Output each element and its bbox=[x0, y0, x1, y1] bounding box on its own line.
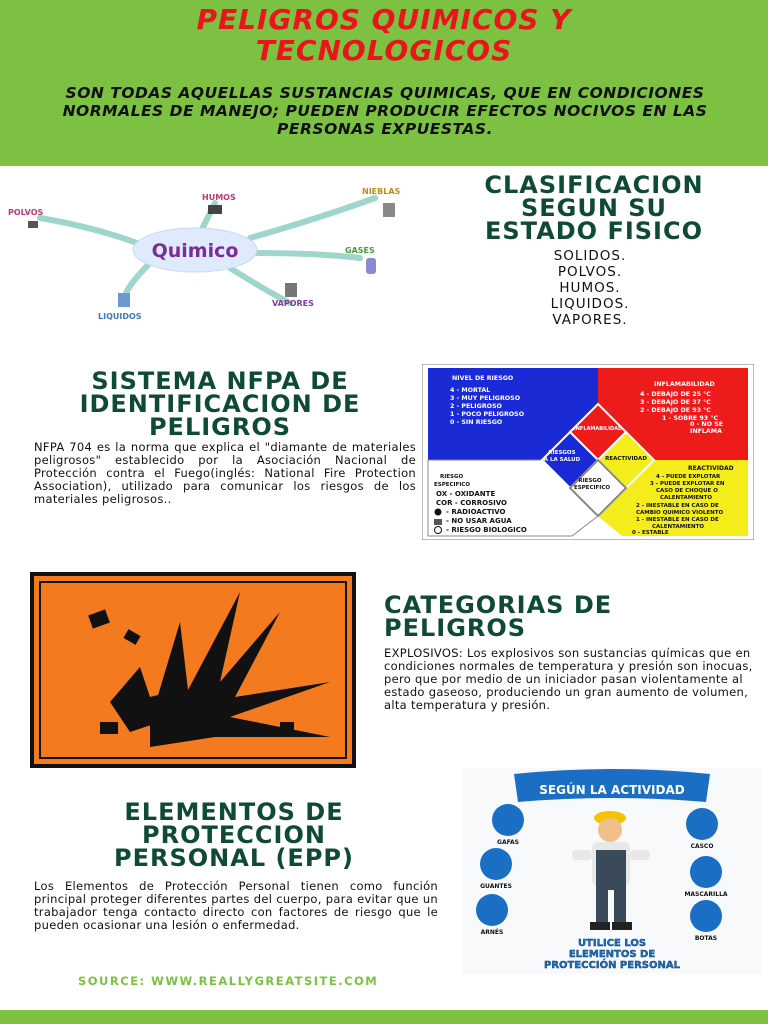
mindmap-node-liquidos: LIQUIDOS bbox=[98, 312, 142, 321]
polvos-icon bbox=[28, 221, 38, 228]
arnes-icon bbox=[476, 894, 508, 926]
epp-poster-footer-line-1: UTILICE LOS bbox=[577, 938, 647, 949]
nfpa-heading-line-1: SISTEMA NFPA DE bbox=[91, 367, 349, 395]
nfpa-white-item: OX - OXIDANTE bbox=[436, 490, 496, 498]
nfpa-blue-item: 4 - MORTAL bbox=[450, 387, 491, 394]
footer-band bbox=[0, 1010, 768, 1024]
mindmap-node-polvos: POLVOS bbox=[8, 208, 44, 217]
categorias-body: EXPLOSIVOS: Los explosivos son sustancias químicas que en condiciones normales de temperatura y presión son inocuas, pero que por medio de un iniciador pasan violentamente al estado gaseoso, produciendo un gran aumento de volumen, alta temperatura y presión. bbox=[384, 646, 753, 712]
nfpa-white-title-line-2: ESPECIFICO bbox=[434, 482, 471, 488]
nfpa-center-white-line-1: RIESGO bbox=[578, 478, 602, 484]
nfpa-white-item: COR - CORROSIVO bbox=[436, 499, 507, 507]
epp-label-guantes: GUANTES bbox=[480, 883, 512, 890]
nfpa-yellow-item: CASO DE CHOQUE O bbox=[656, 488, 718, 494]
clasificacion-heading bbox=[425, 171, 763, 245]
nfpa-white-item: - RADIOACTIVO bbox=[446, 508, 506, 516]
gases-icon bbox=[366, 258, 376, 274]
nfpa-red-item: INFLAMA bbox=[690, 428, 722, 435]
nfpa-blue-item: 0 - SIN RIESGO bbox=[450, 419, 503, 426]
gafas-icon bbox=[492, 804, 524, 836]
nfpa-red-item: 2 - DEBAJO DE 93 °C bbox=[640, 407, 711, 414]
epp-body: Los Elementos de Protección Personal tienen como función principal proteger diferentes partes del cuerpo, para evitar que un trabajador tenga contacto directo con factores de riesgo que le pueden ocasionar una lesión o enfermedad. bbox=[34, 879, 438, 932]
epp-poster-footer-line-2: ELEMENTOS DE bbox=[568, 949, 656, 960]
nfpa-yellow-item: 0 - ESTABLE bbox=[632, 530, 669, 536]
intro-text: SON TODAS AQUELLAS SUSTANCIAS QUIMICAS, QUE EN CONDICIONES NORMALES DE MANEJO; PUEDEN PRODUCIR EFECTOS NOCIVOS EN LAS PERSONAS EXPUESTAS. bbox=[62, 84, 708, 138]
nfpa-red-item: 0 - NO SE bbox=[690, 421, 724, 428]
epp-label-mascarilla: MASCARILLA bbox=[684, 891, 728, 898]
epp-label-casco: CASCO bbox=[690, 843, 714, 850]
nfpa-center-white-line-2: ESPECIFICO bbox=[573, 485, 611, 491]
mindmap-node-vapores: VAPORES bbox=[272, 299, 314, 308]
categorias-heading-line-1: CATEGORIAS DE bbox=[384, 591, 613, 619]
nfpa-center-yellow: REACTIVIDAD bbox=[605, 456, 647, 462]
epp-heading bbox=[20, 798, 448, 872]
nfpa-blue-item: 2 - PELIGROSO bbox=[450, 403, 502, 410]
liquidos-icon bbox=[118, 293, 130, 307]
mindmap-node-nieblas: NIEBLAS bbox=[362, 187, 401, 196]
no-water-icon bbox=[434, 519, 442, 525]
botas-icon bbox=[690, 900, 722, 932]
nfpa-yellow-item: 4 - PUEDE EXPLOTAR bbox=[656, 474, 721, 480]
title-line-2: TECNOLOGICOS bbox=[255, 34, 513, 67]
explosive-hazard-sign bbox=[30, 572, 356, 768]
nfpa-yellow-item: 3 - PUEDE EXPLOTAR EN bbox=[650, 481, 725, 487]
humos-icon bbox=[208, 205, 222, 214]
title-line-1: PELIGROS QUIMICOS Y bbox=[196, 3, 572, 36]
nfpa-heading bbox=[20, 367, 420, 441]
nfpa-yellow-item: 2 - INESTABLE EN CASO DE bbox=[636, 503, 719, 509]
nieblas-icon bbox=[383, 203, 395, 217]
list-item: LIQUIDOS. bbox=[550, 296, 630, 312]
clasificacion-heading-line-2: SEGUN SU bbox=[520, 194, 668, 222]
mindmap-node-gases: GASES bbox=[345, 246, 375, 255]
vapores-icon bbox=[285, 283, 297, 297]
nfpa-heading-line-2: IDENTIFICACION DE bbox=[79, 390, 361, 418]
nfpa-blue-item: 1 - POCO PELIGROSO bbox=[450, 411, 525, 418]
epp-poster-banner-text: SEGÚN LA ACTIVIDAD bbox=[539, 783, 685, 797]
nfpa-yellow-item: 1 - INESTABLE EN CASO DE bbox=[636, 517, 719, 523]
categorias-heading-line-2: PELIGROS bbox=[384, 614, 527, 642]
epp-heading-line-3: PERSONAL (EPP) bbox=[114, 844, 354, 872]
epp-heading-line-1: ELEMENTOS DE bbox=[124, 798, 344, 826]
nfpa-center-red: INFLAMABILIDAD bbox=[573, 426, 623, 432]
nfpa-blue-title: NIVEL DE RIESGO bbox=[452, 375, 514, 382]
mindmap-center: Quimico bbox=[151, 240, 239, 262]
categorias-heading bbox=[384, 591, 754, 642]
clasificacion-heading-line-3: ESTADO FISICO bbox=[485, 217, 703, 245]
epp-label-botas: BOTAS bbox=[694, 935, 718, 942]
nfpa-heading-line-3: PELIGROS bbox=[148, 413, 292, 441]
nfpa-yellow-item: CALENTAMIENTO bbox=[660, 495, 713, 501]
nfpa-center-blue-line-2: A LA SALUD bbox=[543, 457, 581, 463]
epp-poster bbox=[462, 768, 762, 974]
list-item: HUMOS. bbox=[559, 280, 621, 296]
page-title bbox=[0, 4, 768, 66]
epp-poster-footer-line-3: PROTECCIÓN PERSONAL bbox=[544, 960, 680, 971]
nfpa-yellow-item: CALENTAMIENTO bbox=[652, 524, 705, 530]
source-link[interactable]: SOURCE: WWW.REALLYGREATSITE.COM bbox=[78, 974, 379, 988]
epp-label-gafas: GAFAS bbox=[497, 839, 519, 846]
list-item: SOLIDOS. bbox=[553, 248, 627, 264]
estado-fisico-list bbox=[470, 248, 710, 328]
nfpa-red-item: 4 - DEBAJO DE 25 °C bbox=[640, 391, 711, 398]
nfpa-blue-item: 3 - MUY PELIGROSO bbox=[450, 395, 521, 402]
nfpa-white-title-line-1: RIESGO bbox=[440, 474, 464, 480]
nfpa-white-item: - NO USAR AGUA bbox=[446, 517, 512, 525]
quimico-mindmap bbox=[0, 178, 425, 328]
clasificacion-heading-line-1: CLASIFICACION bbox=[484, 171, 704, 199]
nfpa-yellow-item: CAMBIO QUIMICO VIOLENTO bbox=[636, 510, 724, 516]
nfpa-red-item: 3 - DEBAJO DE 37 °C bbox=[640, 399, 711, 406]
radioactive-icon bbox=[435, 509, 442, 516]
nfpa-red-title: INFLAMABILIDAD bbox=[654, 381, 715, 388]
mindmap-node-humos: HUMOS bbox=[202, 193, 236, 202]
nfpa-white-item: - RIESGO BIOLOGICO bbox=[446, 526, 527, 534]
list-item: VAPORES. bbox=[552, 312, 628, 328]
nfpa-center-blue-line-1: RIESGOS bbox=[548, 450, 576, 456]
epp-heading-line-2: PROTECCION bbox=[142, 821, 326, 849]
guantes-icon bbox=[480, 848, 512, 880]
nfpa-yellow-title: REACTIVIDAD bbox=[688, 465, 734, 472]
casco-icon bbox=[686, 808, 718, 840]
epp-label-arnes: ARNÉS bbox=[480, 929, 504, 936]
nfpa-diamond-chart bbox=[422, 364, 754, 540]
list-item: POLVOS. bbox=[557, 264, 623, 280]
mascarilla-icon bbox=[690, 856, 722, 888]
nfpa-body: NFPA 704 es la norma que explica el "diamante de materiales peligrosos" establecido por la Asociación Nacional de Protección contra el Fuego(inglés: National Fire Protection Association), utilizado para comunicar los riesgos de los materiales peligrosos.. bbox=[34, 440, 416, 506]
nfpa-red-item: 1 - SOBRE 93 °C bbox=[662, 415, 719, 422]
